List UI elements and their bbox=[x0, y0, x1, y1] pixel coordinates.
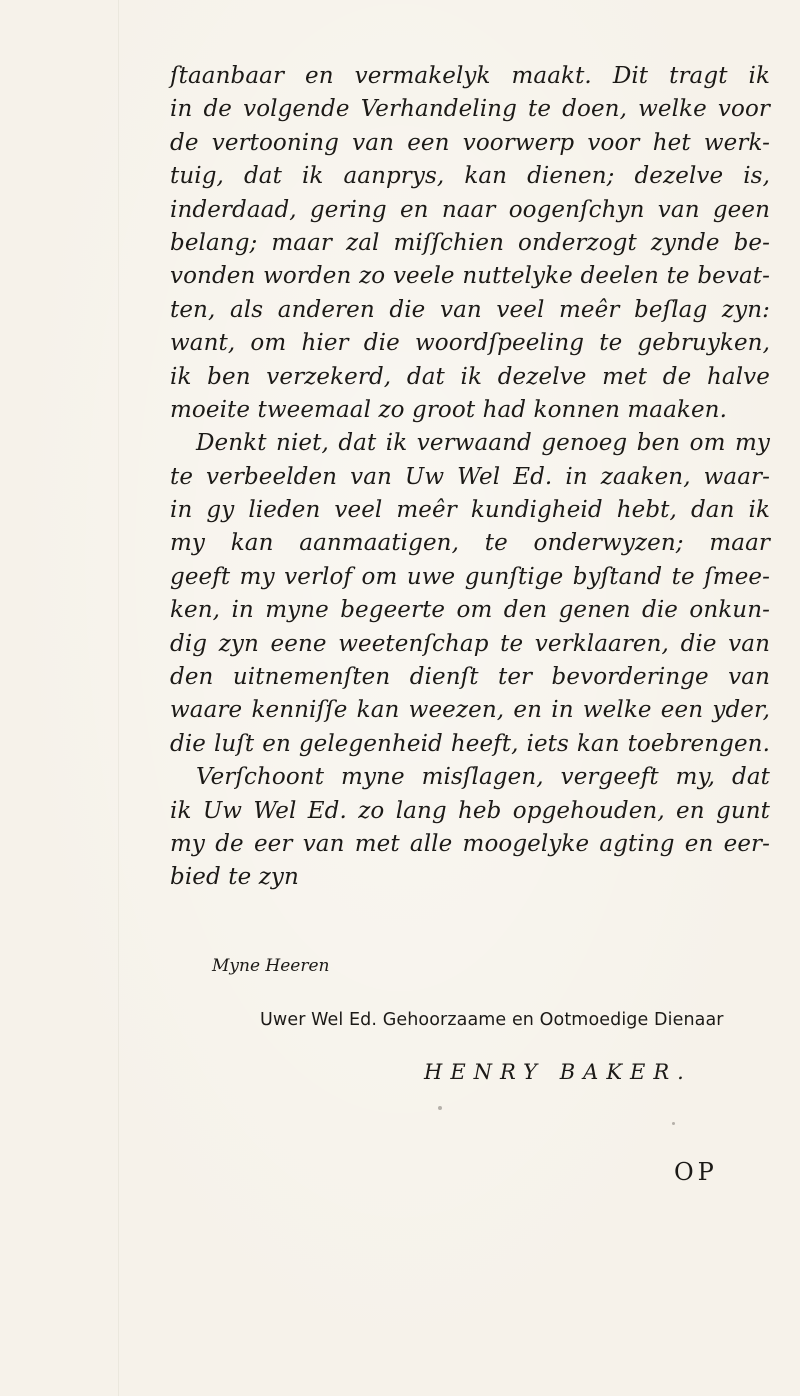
body-line: in de volgende Verhandeling te doen, welke voor bbox=[170, 96, 770, 123]
catchword: OP bbox=[674, 1158, 718, 1186]
body-line: my de eer van met alle moogelyke agting en eer- bbox=[170, 830, 770, 857]
body-line: ten, als anderen die van veel meêr beſlag zyn: bbox=[170, 296, 770, 323]
body-line: vonden worden zo veele nuttelyke deelen te bevat- bbox=[170, 263, 770, 290]
salutation: Myne Heeren bbox=[212, 956, 330, 976]
body-line: in gy lieden veel meêr kundigheid hebt, dan ik bbox=[170, 497, 770, 524]
body-line: dig zyn eene weetenſchap te verklaaren, die van bbox=[170, 630, 770, 657]
body-line: ſtaanbaar en vermakelyk maakt. Dit tragt ik bbox=[170, 63, 770, 89]
body-line: de vertooning van een voorwerp voor het werk- bbox=[170, 129, 770, 156]
body-line: want, om hier die woordſpeeling te gebruyken, bbox=[170, 330, 770, 357]
closing-subscription: Uwer Wel Ed. Gehoorzaame en Ootmoedige Dienaar bbox=[260, 1010, 724, 1030]
author-signature: HENRY BAKER. bbox=[424, 1060, 692, 1084]
body-line: waare kenniſſe kan weezen, en in welke een yder, bbox=[170, 697, 770, 724]
body-line: inderdaad, gering en naar oogenſchyn van geen bbox=[170, 196, 770, 223]
body-line: den uitnemenſten dienſt ter bevorderinge van bbox=[170, 664, 770, 691]
body-line: bied te zyn bbox=[170, 864, 299, 891]
ink-speck bbox=[438, 1106, 442, 1110]
body-line: geeft my verlof om uwe gunſtige byſtand te ſmee- bbox=[170, 563, 770, 590]
body-line: die luſt en gelegenheid heeft, iets kan toebrengen. bbox=[170, 730, 770, 757]
body-line: ken, in myne begeerte om den genen die onkun- bbox=[170, 597, 770, 624]
body-line: Verſchoont myne misſlagen, vergeeft my, dat bbox=[196, 764, 770, 791]
body-line: ik ben verzekerd, dat ik dezelve met de halve bbox=[170, 363, 770, 390]
body-line: belang; maar zal miſſchien onderzogt zynde be- bbox=[170, 229, 770, 256]
body-line: moeite tweemaal zo groot had konnen maaken. bbox=[170, 396, 727, 423]
dedication-body bbox=[170, 60, 770, 895]
ink-speck bbox=[672, 1122, 675, 1125]
body-line: te verbeelden van Uw Wel Ed. in zaaken, waar- bbox=[170, 463, 770, 490]
body-line: Denkt niet, dat ik verwaand genoeg ben om my bbox=[196, 430, 770, 457]
page-fold-shadow bbox=[118, 0, 119, 1396]
body-line: my kan aanmaatigen, te onderwyzen; maar bbox=[170, 530, 770, 557]
body-line: ik Uw Wel Ed. zo lang heb opgehouden, en gunt bbox=[170, 797, 770, 824]
body-line: tuig, dat ik aanprys, kan dienen; dezelve is, bbox=[170, 163, 770, 190]
